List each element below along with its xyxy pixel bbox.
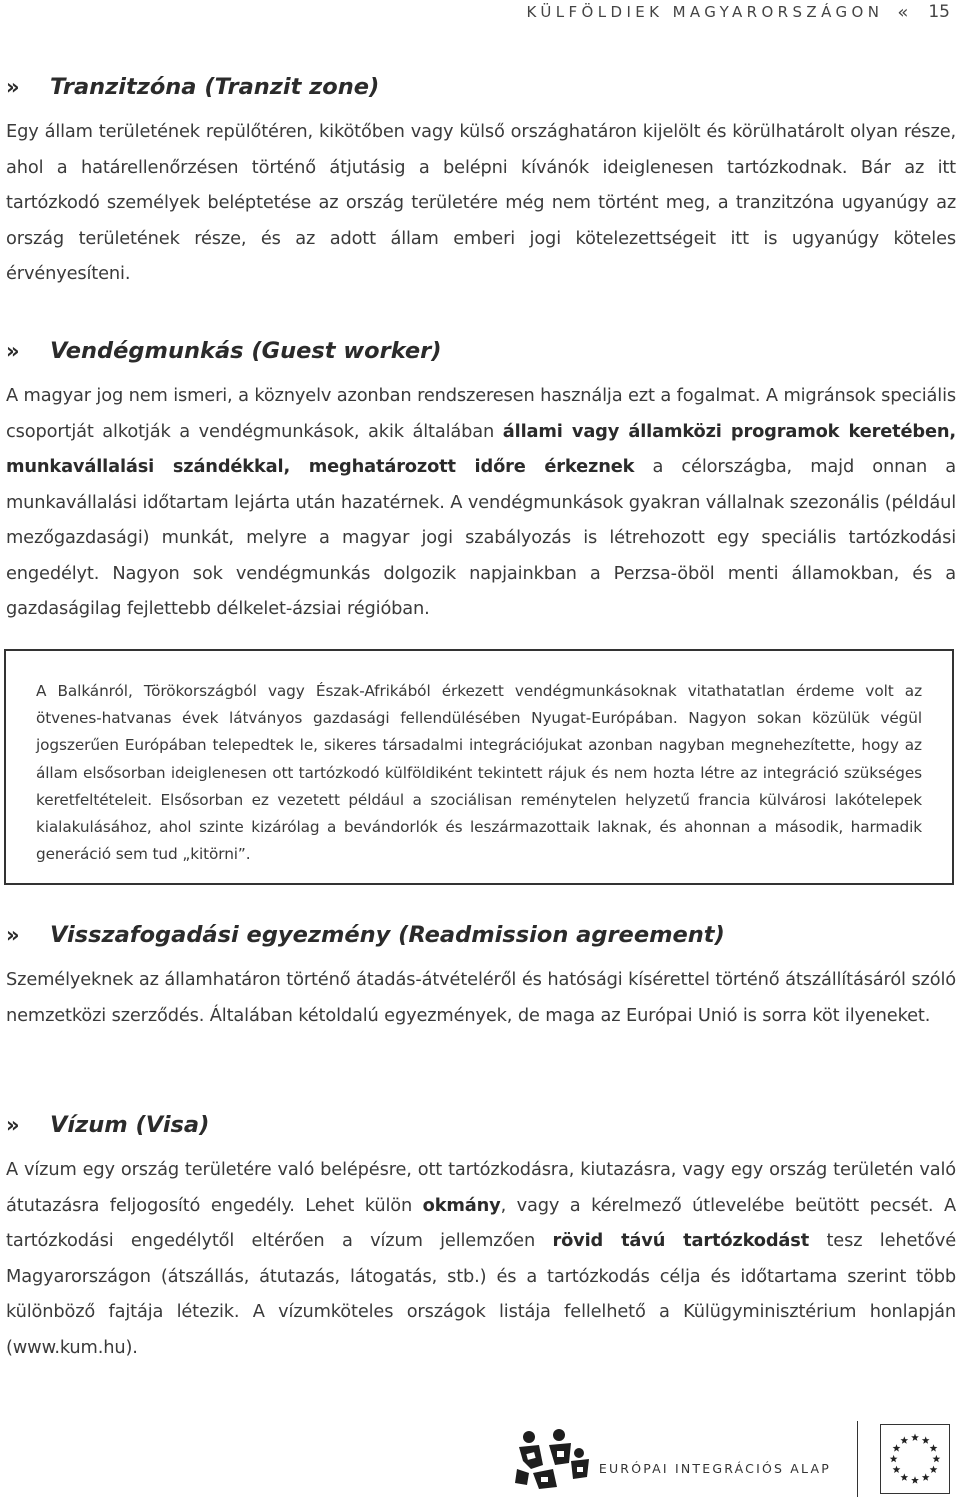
eu-star-icon	[900, 1473, 908, 1480]
info-box	[4, 649, 954, 885]
section-heading	[6, 1112, 956, 1138]
section-marker-icon: »	[6, 75, 20, 99]
body-text: a célországba, majd onnan a munkavállalási időtartam lejárta után hazatérnek. A vendégmunkások gyakran vállalnak szezonális (például mezőgazdasági) munkát, melyre a magyar jogi szabályozás is létrehozott egy speciális tartózkodási engedélyt. Nagyon sok vendégmunkás dolgozik napjainkban a Perzsa-öböl menti államokban, és a gazdaságilag fejlettebb délkelet-ázsiai régióban.	[6, 456, 956, 619]
section-title: Visszafogadási egyezmény (Readmission agreement)	[50, 922, 725, 948]
eu-star-icon	[893, 1466, 901, 1473]
info-box-text: A Balkánról, Törökországból vagy Észak-Afrikából érkezett vendégmunkásoknak vitathatatlan érdeme volt az ötvenes-hatvanas évek látványos gazdasági fellendülésében Nyugat-Európában. Nagyon sokan közülük végül jogszerűen Európában telepedtek le, sikeres társadalmi integrációjukat azonban nagyban megnehezítette, hogy az állam elsősorban ideiglenesen ott tartózkodó külföldiként tekintett rájuk és nem hozta létre az integráció szükséges keretfeltételeit. Elsősorban ez vezetett például a szociálisan reménytelen helyzetű francia külvárosi lakótelepek kialakulásához, ahol szinte kizárólag a bevándorlók és leszármazottaik laknak, és ahonnan a második, harmadik generáció sem tud „kitörni”.	[36, 682, 922, 864]
section-heading	[6, 922, 956, 948]
eu-star-icon	[911, 1476, 919, 1483]
eu-star-icon	[930, 1444, 938, 1451]
section-title: Vízum (Visa)	[50, 1112, 210, 1138]
section-body	[6, 378, 956, 627]
eu-star-icon	[922, 1473, 930, 1480]
section-body: Egy állam területének repülőtéren, kikötőben vagy külső országhatáron kijelölt és körülhatárolt olyan része, ahol a határellenőrzésen történő átjutásig a belépni kívánók ideiglenesen tartózkodnak. Bár az itt tartózkodó személyek beléptetése az ország területére még nem történt meg, a tranzitzóna ugyanúgy az ország területének része, és az adott állam emberi jogi kötelezettségeit itt is ugyanúgy köteles érvényesíteni.	[6, 121, 956, 284]
people-puzzle-logo-icon	[509, 1425, 593, 1493]
section-title: Tranzitzóna (Tranzit zone)	[50, 74, 380, 100]
section-marker-icon: »	[6, 923, 20, 947]
eu-star-icon	[911, 1434, 919, 1441]
section-transit-zone	[6, 74, 956, 292]
body-text: A magyar jog nem ismeri, a köznyelv azonban rendszeresen használja ezt a fogalmat. A migránsok speciális csoportját alkotják a vendégmunkások, akik általában	[6, 385, 956, 442]
eu-star-icon	[893, 1444, 901, 1451]
eu-star-icon	[900, 1436, 908, 1443]
section-body: Személyeknek az államhatáron történő átadás-átvételéről és hatósági kísérettel történő átszállításáról szóló nemzetközi szerződés. Általában kétoldalú egyezmények, de maga az Európai Unió is sorra köt ilyeneket.	[6, 969, 956, 1026]
body-text: tesz lehetővé Magyarországon (átszállás, átutazás, látogatás, stb.) és a tartózkodás célja és időtartama szerint több különböző fajtája létezik. A vízumköteles országok listája fellelhető a Külügyminisztérium honlapján (www.kum.hu).	[6, 1230, 956, 1358]
eu-star-icon	[922, 1436, 930, 1443]
section-marker-icon: »	[6, 1113, 20, 1137]
body-emphasis: rövid távú tartózkodást	[552, 1230, 810, 1251]
header-separator: «	[897, 1, 909, 23]
fund-name: EURÓPAI INTEGRÁCIÓS ALAP	[598, 1460, 831, 1476]
running-title: KÜLFÖLDIEK MAGYARORSZÁGON	[526, 3, 884, 21]
body-emphasis: állami vagy államközi programok keretében, munkavállalási szándékkal, meghatározott időre érkeznek	[6, 420, 956, 477]
page-number: 15	[928, 2, 950, 22]
body-text: , vagy a kérelmező útlevelébe beütött pecsét. A tartózkodási engedélytől eltérően a vízum jellemzően	[6, 1194, 956, 1251]
eu-star-icon	[932, 1455, 940, 1462]
section-title: Vendégmunkás (Guest worker)	[50, 338, 442, 364]
footer	[509, 1420, 950, 1498]
section-heading	[6, 74, 956, 100]
section-marker-icon: »	[6, 339, 20, 363]
body-text: A vízum egy ország területére való belépésre, ott tartózkodásra, kiutazásra, vagy egy ország területén való átutazásra feljogosító engedély. Lehet külön	[6, 1159, 956, 1216]
section-heading	[6, 338, 956, 364]
section-visa	[6, 1112, 956, 1365]
body-emphasis: okmány	[422, 1194, 501, 1216]
eu-star-icon	[930, 1466, 938, 1473]
eu-star-icon	[890, 1455, 898, 1462]
footer-divider	[857, 1421, 858, 1497]
running-header	[527, 2, 950, 22]
section-readmission-agreement	[6, 922, 956, 1033]
section-body	[6, 1152, 956, 1365]
section-guest-worker	[6, 338, 956, 627]
eu-flag-icon	[880, 1424, 950, 1494]
